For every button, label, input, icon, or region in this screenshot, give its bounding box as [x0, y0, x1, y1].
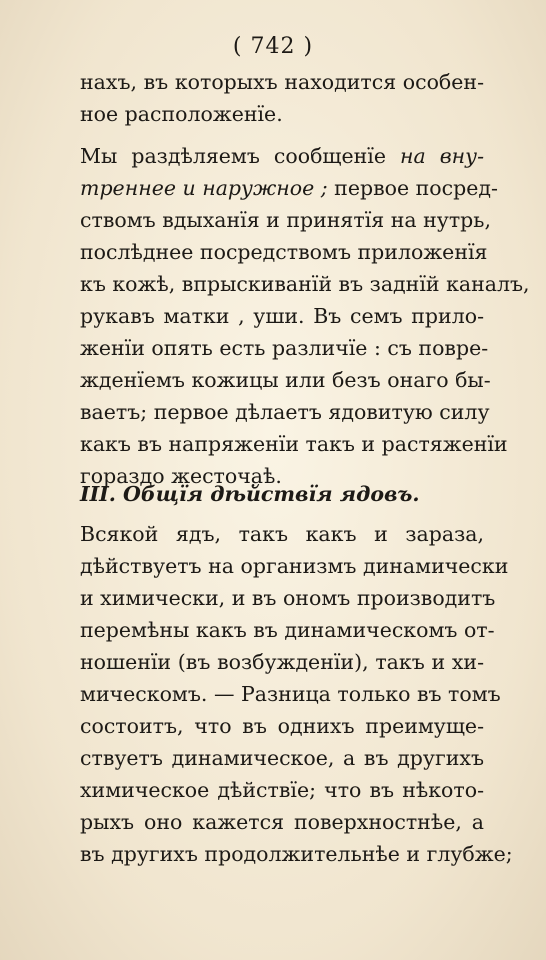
text-line: Всякой ядъ, такъ какъ и зараза, — [80, 522, 484, 546]
text-line: къ кожѣ, впрыскиванїй въ заднїй каналъ, — [80, 272, 530, 296]
paragraph-communication — [80, 140, 530, 492]
text-line: ствуетъ динамическое, а въ другихъ — [80, 746, 484, 770]
text-line: перемѣны какъ въ динамическомъ от- — [80, 618, 495, 642]
text-line: женїи опять есть различїе : съ повре- — [80, 336, 489, 360]
paragraph-general-actions — [80, 518, 513, 870]
italic-emphasis: на вну- — [400, 144, 484, 168]
text-line — [80, 140, 484, 172]
text-line — [80, 172, 498, 204]
text-line-end: первое посред- — [327, 176, 498, 200]
text-line: послѣднее посредствомъ приложенїя — [80, 240, 488, 264]
text-line: химическое дѣйствїе; что въ нѣкото- — [80, 778, 484, 802]
text-line: состоитъ, что въ однихъ преимуще- — [80, 714, 484, 738]
text-line: дѣйствуетъ на организмъ динамически — [80, 554, 509, 578]
italic-emphasis: треннее и наружное ; — [80, 176, 328, 200]
text-line: рукавъ матки , уши. Въ семъ прило- — [80, 304, 484, 328]
text-line: и химически, и въ ономъ производитъ — [80, 586, 496, 610]
text-line: ствомъ вдыханїя и принятїя на нутрь, — [80, 208, 491, 232]
section-heading: III. Общїя дѣйствїя ядовъ. — [80, 482, 420, 506]
text-line: гораздо жесточаѣ. — [80, 464, 282, 488]
text-line: мическомъ. — Разница только въ томъ — [80, 682, 501, 706]
text-line: какъ въ напряженїи такъ и растяженїи — [80, 432, 508, 456]
text-line: жденїемъ кожицы или безъ онаго бы- — [80, 368, 491, 392]
text-line-start: Мы раздѣляемъ сообщенїе — [80, 144, 400, 168]
text-line: нахъ, въ которыхъ находится особен- — [80, 70, 484, 94]
page-number: ( 742 ) — [232, 34, 314, 59]
text-line: рыхъ оно кажется поверхностнѣе, а — [80, 810, 484, 834]
text-line: ношенїи (въ возбужденїи), такъ и хи- — [80, 650, 484, 674]
text-line: ное расположенїе. — [80, 102, 283, 126]
text-line: въ другихъ продолжительнѣе и глубже; — [80, 842, 513, 866]
paragraph-continuation — [80, 66, 484, 130]
text-line: ваетъ; первое дѣлаетъ ядовитую силу — [80, 400, 490, 424]
